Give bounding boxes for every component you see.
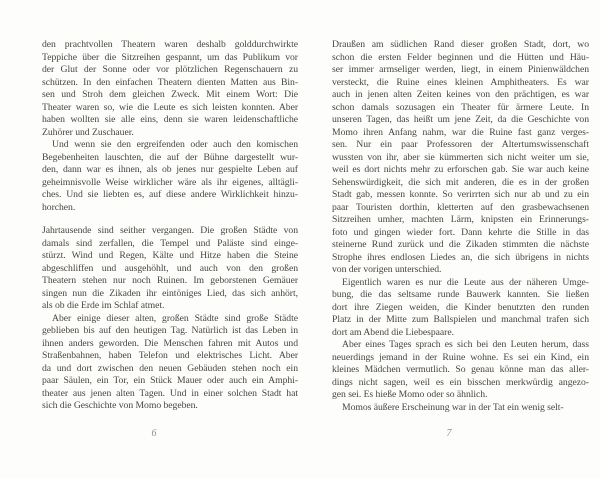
page-right-text-column — [332, 39, 589, 414]
text-line: Teppiche über die Sitzreihen gespannt, um das Publikum vor — [42, 51, 298, 63]
text-line: Momos äußere Erscheinung war in der Tat ein wenig selt- — [342, 401, 564, 413]
text-line: von der vorigen unterschied. — [332, 264, 442, 275]
text-line: schon damals sozusagen ein Theater für ärmere Leute. In — [332, 101, 589, 113]
text-line: damals sind zerfallen, die Tempel und Paläste sind einge- — [42, 237, 298, 249]
text-line: ihnen anders geworden. Die Menschen fahren mit Autos und — [42, 337, 298, 349]
text-line: Begebenheiten lauschten, die auf der Bühne dargestellt wur- — [42, 151, 298, 163]
text-line: geheimnisvolle Weise wirklicher wäre als ihr eigenes, alltägli- — [42, 176, 298, 188]
text-line: Theater waren so, wie die Leute es sich leisten konnten. Aber — [42, 101, 298, 113]
text-line: sen. Nur ein paar Professoren der Altertumswissenschaft — [332, 139, 589, 150]
text-line: Draußen am südlichen Rand dieser großen Stadt, dort, wo — [332, 39, 589, 50]
text-line: unseren Tagen, das heißt um jene Zeit, da die Geschichte von — [332, 114, 589, 125]
text-line: Stadt gab, messen konnte. So verirrten sich nur ab und zu ein — [332, 189, 589, 200]
text-line: Momo ihren Anfang nahm, war die Ruine fast ganz verges- — [332, 126, 589, 138]
text-line: paar Säulen, ein Tor, ein Stück Mauer oder auch ein Amphi- — [42, 375, 298, 386]
text-line: paar Touristen dorthin, kletterten auf den grasbewachsenen — [332, 201, 589, 213]
text-line: bung, die das seltsame runde Bauwerk kannten. Sie ließen — [332, 289, 589, 300]
text-line: schützen. In den einfachen Theatern dienten Matten aus Bin- — [42, 76, 298, 88]
text-line: Und wenn sie den ergreifenden oder auch den komischen — [52, 139, 298, 150]
text-line: dings nicht sagen, weil es ein bisschen merkwürdig angezo- — [332, 376, 589, 388]
text-line: singen nun die Zikaden ihr eintöniges Lied, das sich anhört, — [42, 287, 298, 299]
text-line: dort am Abend die Liebespaare. — [332, 326, 454, 338]
text-line: Straßenbahnen, haben Telefon und elektrisches Licht. Aber — [42, 350, 298, 361]
text-line: foto und gingen wieder fort. Dann kehrte die Stille in das — [332, 226, 589, 238]
page-number-right: 7 — [446, 428, 452, 439]
text-line: Zuhörer und Zuschauer. — [42, 126, 134, 138]
text-line: versteckt, die Ruine eines kleinen Amphitheaters. Es war — [332, 76, 589, 88]
text-line: stürzt. Wind und Regen, Kälte und Hitze haben die Steine — [42, 250, 298, 261]
text-line: Theatern stehen nur noch Ruinen. Im geborstenen Gemäuer — [42, 275, 298, 286]
text-line: Jahrtausende sind seither vergangen. Die großen Städte von — [42, 225, 298, 236]
text-line: haben wollten sie alle eins, denn sie waren leidenschaftliche — [42, 114, 298, 125]
text-line: Strophe ihres endlosen Liedes an, die sich übrigens in nichts — [332, 251, 589, 263]
text-line: geblieben bis auf den heutigen Tag. Natürlich ist das Leben in — [42, 325, 298, 336]
text-line: dort ihre Ziegen weiden, die Kinder benutzten den runden — [332, 301, 589, 313]
text-line: steinerne Rund zurück und die Zikaden stimmten die nächste — [332, 239, 589, 250]
text-line: den, dann war es ihnen, als ob jenes nur gespielte Leben auf — [42, 164, 298, 175]
text-line: Aber eines Tages sprach es sich bei den Leuten herum, dass — [342, 339, 589, 350]
text-line: ches. Und sie liebten es, auf diese andere Wirklichkeit hinzu- — [42, 189, 298, 200]
text-line: theater aus jenen alten Tagen. Und in einer solchen Stadt hat — [42, 387, 298, 399]
text-line: ser immer armseliger werden, liegt, in einem Pinienwäldchen — [332, 64, 589, 75]
text-line: horchen. — [42, 201, 76, 213]
page-left-text-column — [42, 39, 298, 413]
text-line: gen sei. Es hieße Momo oder so ähnlich. — [332, 389, 488, 400]
text-line: den prachtvollen Theatern waren deshalb golddurchwirkte — [42, 39, 298, 50]
text-line: weil es dort nichts mehr zu erforschen gab. Sie war auch keine — [332, 164, 589, 175]
text-line: abgeschliffen und ausgehöhlt, und auch von den großen — [42, 262, 298, 274]
text-line: schon die ersten Felder beginnen und die Hütten und Häu- — [332, 51, 589, 63]
text-line: da und dort zwischen den neuen Gebäuden stehen noch ein — [42, 362, 298, 374]
text-line: auch in jenen alten Zeiten keines von den prächtigen, es war — [332, 89, 589, 100]
text-line: Sitzreihen umher, machten Lärm, knipsten ein Erinnerungs- — [332, 214, 589, 225]
page-number-left: 6 — [151, 428, 157, 439]
text-line: kleines Mädchen vermutlich. So genau könne man das aller- — [332, 364, 589, 375]
text-line: neuerdings jemand in der Ruine wohne. Es sei ein Kind, ein — [332, 351, 589, 363]
text-line: sen und Stroh dem gleichen Zweck. Mit einem Wort: Die — [42, 89, 298, 100]
text-line: wussten von ihr, aber sie kümmerten sich nicht weiter um sie, — [332, 151, 589, 163]
text-line: Eigentlich waren es nur die Leute aus der näheren Umge- — [342, 276, 589, 288]
section-break-gap — [42, 214, 298, 225]
text-line: der Glut der Sonne oder vor plötzlichen Regenschauern zu — [42, 64, 298, 75]
text-line: Sehenswürdigkeit, die sich mit anderen, die es in der großen — [332, 176, 589, 188]
text-line: Aber einige dieser alten, großen Städte sind große Städte — [52, 312, 298, 324]
text-line: Platz in der Mitte zum Ballspielen und manchmal trafen sich — [332, 314, 589, 325]
text-line: sich die Geschichte von Momo begeben. — [42, 400, 198, 411]
text-line: als ob die Erde im Schlaf atmet. — [42, 300, 165, 311]
